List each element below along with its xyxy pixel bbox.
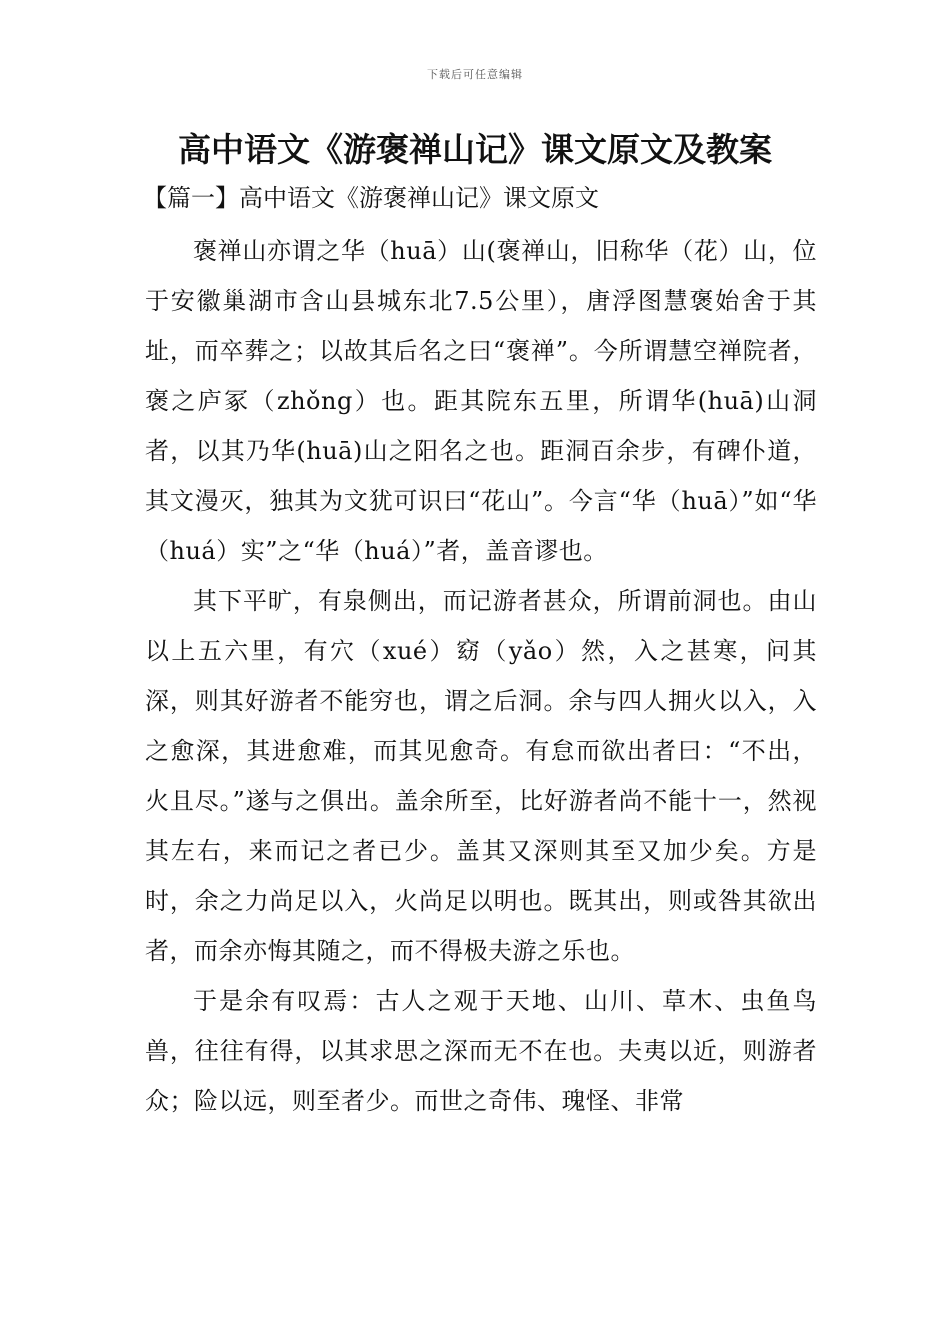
section-heading: 【篇一】高中语文《游褒禅山记》课文原文 [143, 184, 599, 212]
header-note: 下载后可任意编辑 [427, 68, 523, 81]
body-text [145, 226, 817, 1126]
paragraph-1: 褒禅山亦谓之华（huā）山(褒禅山，旧称华（花）山，位于安徽巢湖市含山县城东北7.5公里），唐浮图慧褒始舍于其址，而卒葬之；以故其后名之曰“褒禅”。今所谓慧空禅院者，褒之庐冢（zhǒng）也。距其院东五里，所谓华(huā)山洞者，以其乃华(huā)山之阳名之也。距洞百余步，有碑仆道，其文漫灭，独其为文犹可识曰“花山”。今言“华（huā）”如“华（huá）实”之“华（huá）”者，盖音谬也。 [145, 237, 817, 565]
paragraph-3: 于是余有叹焉：古人之观于天地、山川、草木、虫鱼鸟兽，往往有得，以其求思之深而无不在也。夫夷以近，则游者众；险以远，则至者少。而世之奇伟、瑰怪、非常 [145, 987, 817, 1115]
paragraph-2: 其下平旷，有泉侧出，而记游者甚众，所谓前洞也。由山以上五六里，有穴（xué）窈（yǎo）然，入之甚寒，问其深，则其好游者不能穷也，谓之后洞。余与四人拥火以入，入之愈深，其进愈难，而其见愈奇。有怠而欲出者曰：“不出，火且尽。”遂与之俱出。盖余所至，比好游者尚不能十一，然视其左右，来而记之者已少。盖其又深则其至又加少矣。方是时，余之力尚足以入，火尚足以明也。既其出，则或咎其欲出者，而余亦悔其随之，而不得极夫游之乐也。 [145, 587, 817, 965]
document-title: 高中语文《游褒禅山记》课文原文及教案 [178, 130, 772, 169]
